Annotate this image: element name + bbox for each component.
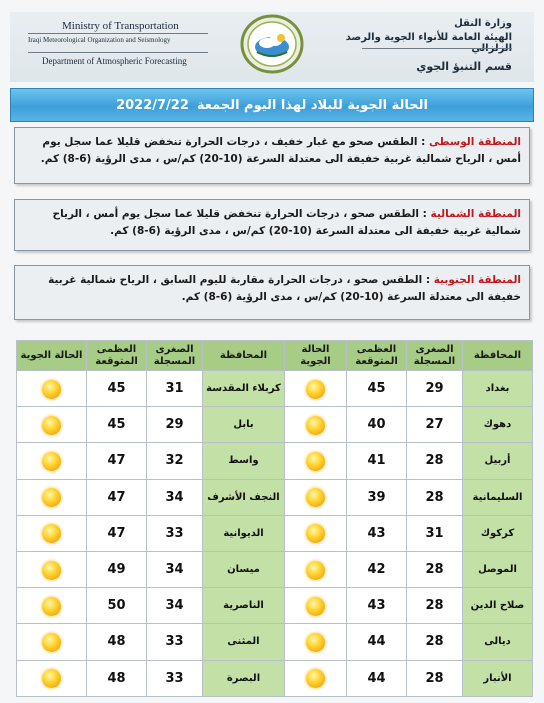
min-temp: 33: [147, 515, 203, 551]
table-row: [17, 443, 533, 479]
governorate-name: النجف الأشرف: [203, 479, 285, 515]
max-temp: 45: [87, 371, 147, 407]
min-temp: 27: [407, 407, 463, 443]
max-temp: 47: [87, 443, 147, 479]
min-temp: 31: [407, 515, 463, 551]
max-temp: 48: [87, 624, 147, 660]
bulletin-title-bar: [10, 88, 534, 122]
min-temp: 29: [407, 371, 463, 407]
sun-icon: [42, 597, 61, 616]
max-temp: 48: [87, 660, 147, 696]
sun-icon: [306, 380, 325, 399]
sun-icon: [306, 416, 325, 435]
region-label: المنطقة الشمالية: [430, 208, 521, 220]
sun-icon: [306, 597, 325, 616]
condition-cell: [17, 660, 87, 696]
condition-cell: [285, 624, 347, 660]
region-text: : الطقس صحو ، درجات الحرارة تنخفض قليلا عما سجل يوم أمس ، الرياح شمالية غربية خفيفة الى معتدلة السرعة (10-20) كم/س ، مدى الرؤية (6-8) كم.: [52, 208, 521, 237]
min-temp: 29: [147, 407, 203, 443]
condition-cell: [285, 515, 347, 551]
header-governorate: المحافظة: [203, 341, 285, 371]
governorate-name: السليمانية: [463, 479, 533, 515]
table-row: [17, 588, 533, 624]
header-max-expected: العظمى المتوقعة: [347, 341, 407, 371]
min-temp: 28: [407, 660, 463, 696]
governorate-name: كربلاء المقدسة: [203, 371, 285, 407]
sun-icon: [42, 524, 61, 543]
max-temp: 42: [347, 551, 407, 587]
header-max-expected: العظمى المتوقعة: [87, 341, 147, 371]
governorate-name: أربيل: [463, 443, 533, 479]
sun-icon: [306, 524, 325, 543]
condition-cell: [285, 588, 347, 624]
condition-cell: [17, 443, 87, 479]
sun-icon: [42, 416, 61, 435]
arabic-header: [322, 14, 512, 73]
table-row: [17, 407, 533, 443]
governorate-name: المثنى: [203, 624, 285, 660]
sun-icon: [306, 561, 325, 580]
max-temp: 47: [87, 515, 147, 551]
max-temp: 39: [347, 479, 407, 515]
condition-cell: [17, 479, 87, 515]
max-temp: 47: [87, 479, 147, 515]
header-banner: [10, 12, 534, 82]
table-row: [17, 551, 533, 587]
sun-icon: [42, 452, 61, 471]
sun-icon: [306, 633, 325, 652]
en-divider-line: [28, 33, 208, 34]
bulletin-date: 2022/7/22: [116, 97, 189, 113]
min-temp: 28: [407, 624, 463, 660]
min-temp: 28: [407, 479, 463, 515]
governorate-name: الأنبار: [463, 660, 533, 696]
ar-authority-name: الهيئة العامة للأنواء الجوية والرصد: [345, 32, 512, 43]
region-label: المنطقة الوسطى: [429, 136, 521, 148]
condition-cell: [17, 407, 87, 443]
condition-cell: [285, 407, 347, 443]
table-row: [17, 371, 533, 407]
condition-cell: [17, 371, 87, 407]
min-temp: 34: [147, 551, 203, 587]
governorate-name: كركوك: [463, 515, 533, 551]
en-divider-line: [28, 52, 208, 53]
header-condition: الحالة الجوية: [17, 341, 87, 371]
governorate-name: ديالى: [463, 624, 533, 660]
table-row: [17, 660, 533, 696]
min-temp: 31: [147, 371, 203, 407]
condition-cell: [285, 371, 347, 407]
governorate-name: الديوانية: [203, 515, 285, 551]
ar-department-name: قسم التنبؤ الجوي: [416, 60, 512, 73]
max-temp: 41: [347, 443, 407, 479]
max-temp: 49: [87, 551, 147, 587]
governorate-name: دهوك: [463, 407, 533, 443]
header-governorate: المحافظة: [463, 341, 533, 371]
condition-cell: [285, 551, 347, 587]
max-temp: 45: [87, 407, 147, 443]
governorate-name: البصرة: [203, 660, 285, 696]
header-min-recorded: الصغرى المسجلة: [147, 341, 203, 371]
min-temp: 28: [407, 551, 463, 587]
table-row: [17, 479, 533, 515]
condition-cell: [285, 660, 347, 696]
en-department-name: Department of Atmospheric Forecasting: [42, 56, 187, 66]
condition-cell: [17, 551, 87, 587]
max-temp: 43: [347, 515, 407, 551]
min-temp: 33: [147, 624, 203, 660]
max-temp: 44: [347, 624, 407, 660]
min-temp: 34: [147, 588, 203, 624]
max-temp: 45: [347, 371, 407, 407]
min-temp: 28: [407, 588, 463, 624]
condition-cell: [17, 515, 87, 551]
min-temp: 33: [147, 660, 203, 696]
region-forecast-central: [14, 127, 530, 184]
max-temp: 40: [347, 407, 407, 443]
table-row: [17, 624, 533, 660]
max-temp: 43: [347, 588, 407, 624]
region-label: المنطقة الجنوبية: [433, 274, 521, 286]
region-text: : الطقس صحو مع غبار خفيف ، درجات الحرارة تنخفض قليلا عما سجل يوم أمس ، الرياح شمالية غربية خفيفة الى معتدلة السرعة (10-20) كم/س ، مدى الرؤية (6-8) كم.: [40, 136, 521, 165]
region-text: : الطقس صحو ، درجات الحرارة مقاربة لليوم السابق ، الرياح شمالية غربية خفيفة الى معتدلة السرعة (10-20) كم/س ، مدى الرؤية (6-8) كم.: [48, 274, 521, 303]
temperature-table: [16, 340, 533, 697]
governorate-name: بابل: [203, 407, 285, 443]
sun-icon: [42, 561, 61, 580]
sun-icon: [306, 452, 325, 471]
min-temp: 34: [147, 479, 203, 515]
sun-icon: [306, 669, 325, 688]
condition-cell: [17, 588, 87, 624]
table-row: [17, 515, 533, 551]
governorate-name: صلاح الدين: [463, 588, 533, 624]
organization-logo-icon: [240, 14, 304, 74]
governorate-name: واسط: [203, 443, 285, 479]
min-temp: 32: [147, 443, 203, 479]
max-temp: 44: [347, 660, 407, 696]
condition-cell: [17, 624, 87, 660]
table-header-row: [17, 341, 533, 371]
region-forecast-north: [14, 199, 530, 251]
governorate-name: ميسان: [203, 551, 285, 587]
header-min-recorded: الصغرى المسجلة: [407, 341, 463, 371]
min-temp: 28: [407, 443, 463, 479]
header-condition: الحالة الجوية: [285, 341, 347, 371]
bulletin-title: الحالة الجوية للبلاد لهذا اليوم الجمعة: [196, 97, 428, 113]
max-temp: 50: [87, 588, 147, 624]
ar-ministry-name: وزارة النقل: [454, 18, 512, 29]
governorate-name: الناصرية: [203, 588, 285, 624]
governorate-name: بغداد: [463, 371, 533, 407]
region-forecast-south: [14, 265, 530, 320]
sun-icon: [42, 633, 61, 652]
sun-icon: [42, 488, 61, 507]
en-organization-name: Iraqi Meteorological Organization and Seismology: [28, 36, 171, 44]
ar-divider-line: [362, 48, 512, 49]
condition-cell: [285, 443, 347, 479]
condition-cell: [285, 479, 347, 515]
sun-icon: [42, 669, 61, 688]
sun-icon: [42, 380, 61, 399]
governorate-name: الموصل: [463, 551, 533, 587]
sun-icon: [306, 488, 325, 507]
en-ministry-name: Ministry of Transportation: [62, 20, 179, 32]
